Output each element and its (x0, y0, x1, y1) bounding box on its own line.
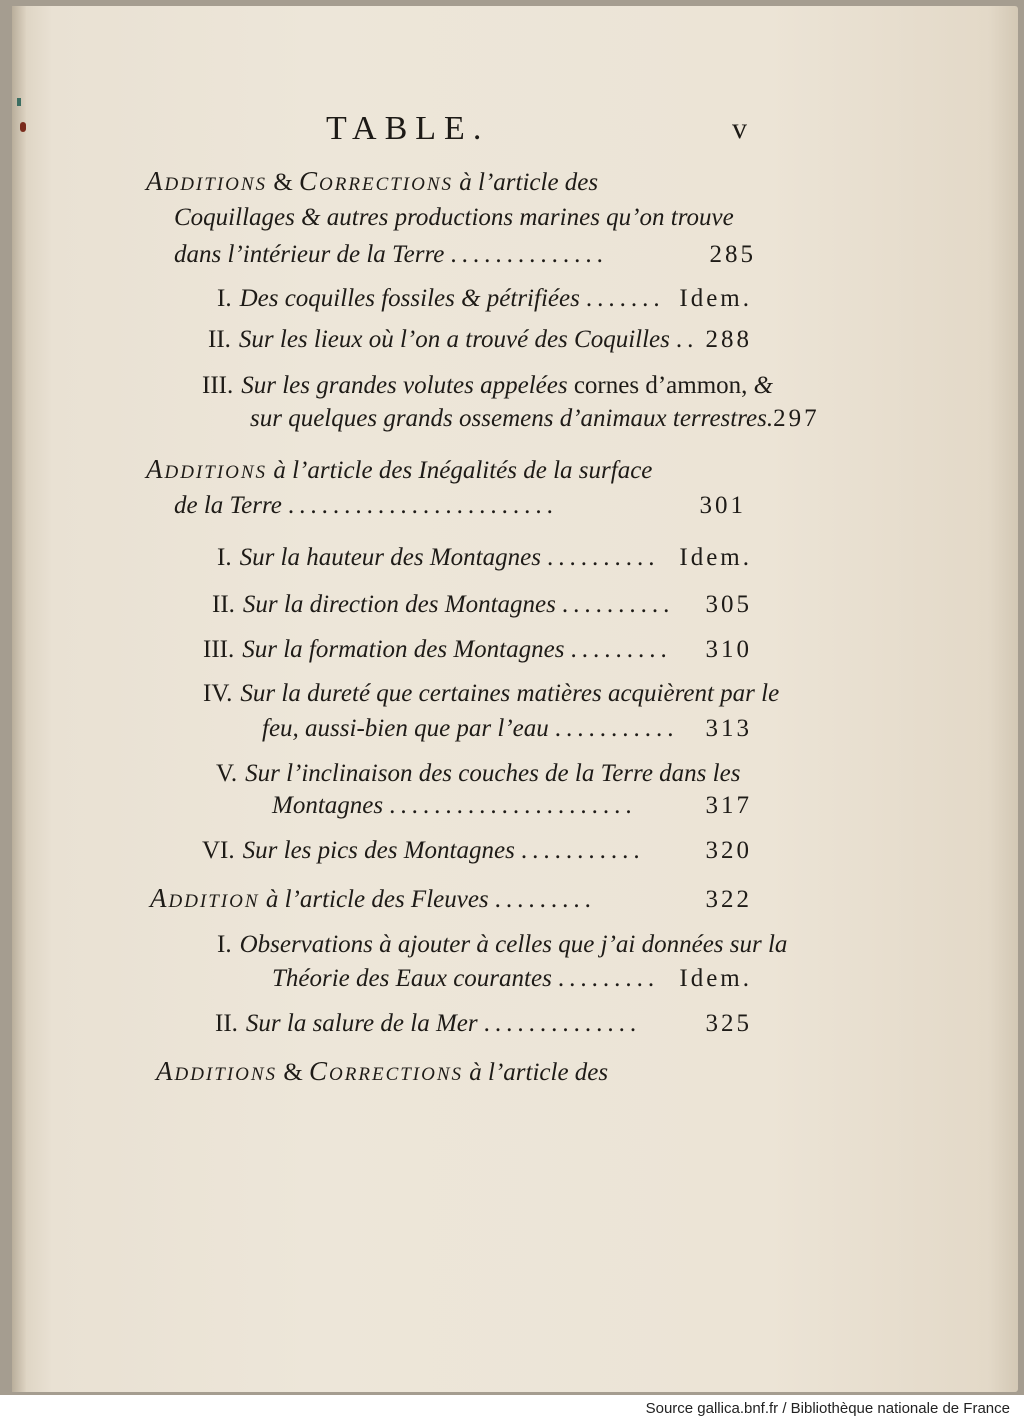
page-number: 310 (705, 636, 752, 663)
ampersand: & (277, 1059, 310, 1086)
leader-dots: ........... (554, 715, 679, 742)
page-folio: v (732, 112, 747, 145)
entry-text: à l’article des (453, 169, 599, 196)
page-number: Idem. (679, 544, 752, 571)
entry-text: Théorie des Eaux courantes (272, 965, 552, 992)
toc-subentry (203, 679, 780, 709)
ink-stain (20, 122, 26, 132)
entry-text: feu, aussi-bien que par l’eau (262, 715, 549, 742)
toc-subentry (212, 590, 752, 620)
page-number: 320 (705, 837, 752, 864)
roman-numeral: I. (217, 285, 232, 312)
entry-text: à l’article des (463, 1059, 609, 1086)
section-smallcaps: Addition (150, 883, 260, 913)
source-credit: Source gallica.bnf.fr / Bibliothèque nationale de France (645, 1400, 1010, 1417)
entry-text: Sur l’inclinaison des couches de la Terre dans les (245, 760, 741, 787)
section-smallcaps: Additions (146, 454, 268, 484)
toc-line (174, 240, 756, 270)
toc-subentry (216, 759, 752, 789)
toc-line (174, 203, 756, 233)
page-number: Idem. (679, 965, 752, 992)
entry-text: Sur la formation des Montagnes (242, 636, 565, 663)
roman-numeral: II. (212, 591, 235, 618)
page-gutter (12, 6, 26, 1392)
leader-dots: .......... (561, 591, 675, 618)
toc-subentry (202, 371, 774, 401)
toc-line (272, 964, 752, 994)
entry-text: Montagnes (272, 792, 384, 819)
entry-text: à l’article des Fleuves (259, 886, 489, 913)
toc-subentry (208, 325, 752, 355)
toc-line (262, 714, 752, 744)
entry-text: Observations à ajouter à celles que j’ai données sur la (239, 931, 788, 958)
leader-dots: ......... (557, 965, 660, 992)
toc-subentry (202, 836, 752, 866)
toc-subentry (203, 635, 752, 665)
section-smallcaps: Additions (156, 1056, 278, 1086)
entry-text-roman: cornes d’ammon, (573, 372, 748, 399)
leader-dots: .......... (546, 544, 660, 571)
section-smallcaps: Corrections (309, 1056, 464, 1086)
section-smallcaps: Additions (146, 166, 268, 196)
entry-text: Sur la dureté que certaines matières acquièrent par le (240, 680, 780, 707)
toc-subentry (217, 930, 788, 960)
entry-text: dans l’intérieur de la Terre (174, 241, 445, 268)
page-number: 297 (773, 405, 820, 432)
page-number: 285 (709, 241, 756, 268)
leader-dots: .............. (483, 1010, 642, 1037)
leader-dots: ....... (585, 285, 665, 312)
page-number: 301 (699, 492, 746, 519)
roman-numeral: III. (203, 636, 235, 663)
page-number: 288 (705, 326, 752, 353)
leader-dots: ......... (494, 886, 596, 913)
entry-text: & (747, 372, 774, 399)
entry-text: sur quelques grands ossemens d’animaux terrestres. (250, 405, 774, 432)
toc-line (174, 491, 746, 521)
toc-section-heading (146, 166, 756, 198)
toc-section-heading (156, 1056, 756, 1088)
roman-numeral: IV. (203, 680, 233, 707)
entry-text: Sur la hauteur des Montagnes (239, 544, 541, 571)
entry-text: Sur les lieux où l’on a trouvé des Coquilles (238, 326, 670, 353)
entry-text: Coquillages & autres productions marines qu’on trouve (174, 204, 734, 231)
entry-text: à l’article des Inégalités de la surface (267, 457, 653, 484)
roman-numeral: I. (217, 544, 232, 571)
leader-dots: .............. (450, 241, 608, 268)
page-number: 305 (705, 591, 752, 618)
page-title: TABLE. (326, 110, 490, 147)
ink-stain-green (17, 98, 21, 106)
page-number: 322 (705, 886, 752, 913)
entry-text: Sur la salure de la Mer (245, 1010, 478, 1037)
toc-section-heading (150, 883, 752, 915)
toc-subentry (215, 1009, 752, 1039)
leader-dots: ...................... (389, 792, 637, 819)
leader-dots: .. (675, 326, 699, 353)
leader-dots: ......... (570, 636, 672, 663)
toc-line (272, 791, 752, 821)
roman-numeral: V. (216, 760, 238, 787)
roman-numeral: III. (202, 372, 234, 399)
roman-numeral: I. (217, 931, 232, 958)
page-number: 317 (705, 792, 752, 819)
entry-text: de la Terre (174, 492, 282, 519)
entry-text: Des coquilles fossiles & pétrifiées (239, 285, 580, 312)
toc-subentry (217, 543, 752, 573)
entry-text: Sur la direction des Montagnes (242, 591, 556, 618)
ampersand: & (267, 169, 300, 196)
entry-text: Sur les grandes volutes appelées (241, 372, 574, 399)
toc-subentry (217, 284, 752, 314)
leader-dots: ........................ (287, 492, 558, 519)
roman-numeral: II. (208, 326, 231, 353)
leader-dots: ........... (520, 837, 645, 864)
section-smallcaps: Corrections (299, 166, 454, 196)
page-number: 325 (705, 1010, 752, 1037)
entry-text: Sur les pics des Montagnes (242, 837, 515, 864)
toc-line (250, 404, 820, 434)
roman-numeral: II. (215, 1010, 238, 1037)
roman-numeral: VI. (202, 837, 235, 864)
toc-section-heading (146, 454, 756, 486)
page-number: 313 (705, 715, 752, 742)
page-number: Idem. (679, 285, 752, 312)
